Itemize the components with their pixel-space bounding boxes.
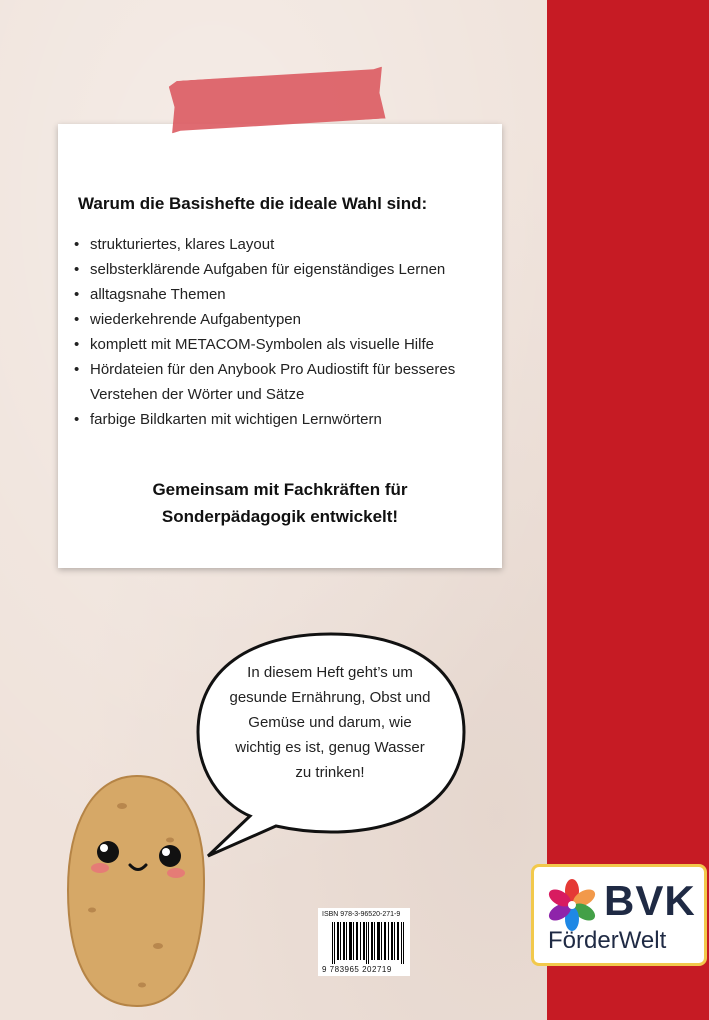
isbn-barcode — [318, 908, 410, 976]
info-note-card — [58, 124, 502, 568]
logo-brand: BVK — [604, 877, 696, 924]
list-item: • strukturiertes, klares Layout — [74, 236, 275, 253]
feature-list — [72, 232, 492, 432]
list-item: • wiederkehrende Aufgabentypen — [74, 311, 301, 328]
speech-bubble-text: In diesem Heft geht’s um gesunde Ernährung, Obst und Gemüse und darum, wie wichtig es ist, genug Wasser zu trinken! — [229, 664, 431, 781]
note-footer: Gemeinsam mit Fachkräften für Sonderpädagogik entwickelt! — [152, 480, 408, 526]
list-item: • farbige Bildkarten mit wichtigen Lernwörtern — [74, 411, 382, 428]
list-item: • alltagsnahe Themen — [74, 286, 226, 303]
isbn-label: ISBN 978-3-96520-271-9 — [322, 911, 401, 918]
publisher-logo — [531, 864, 707, 966]
potato-mascot-icon — [62, 770, 212, 1010]
list-item: • selbsterklärende Aufgaben für eigenständiges Lernen — [74, 261, 446, 278]
logo-subtitle: FörderWelt — [548, 927, 667, 954]
flower-logo-icon — [544, 879, 600, 931]
barcode-bars — [332, 922, 404, 964]
note-title: Warum die Basishefte die ideale Wahl sind: — [78, 194, 428, 213]
list-item: • Hördateien für den Anybook Pro Audiostift für besseres Verstehen der Wörter und Sätze — [74, 361, 456, 403]
barcode-digits: 9 783965 202719 — [322, 965, 392, 974]
list-item: • komplett mit METACOM-Symbolen als visuelle Hilfe — [74, 336, 434, 353]
